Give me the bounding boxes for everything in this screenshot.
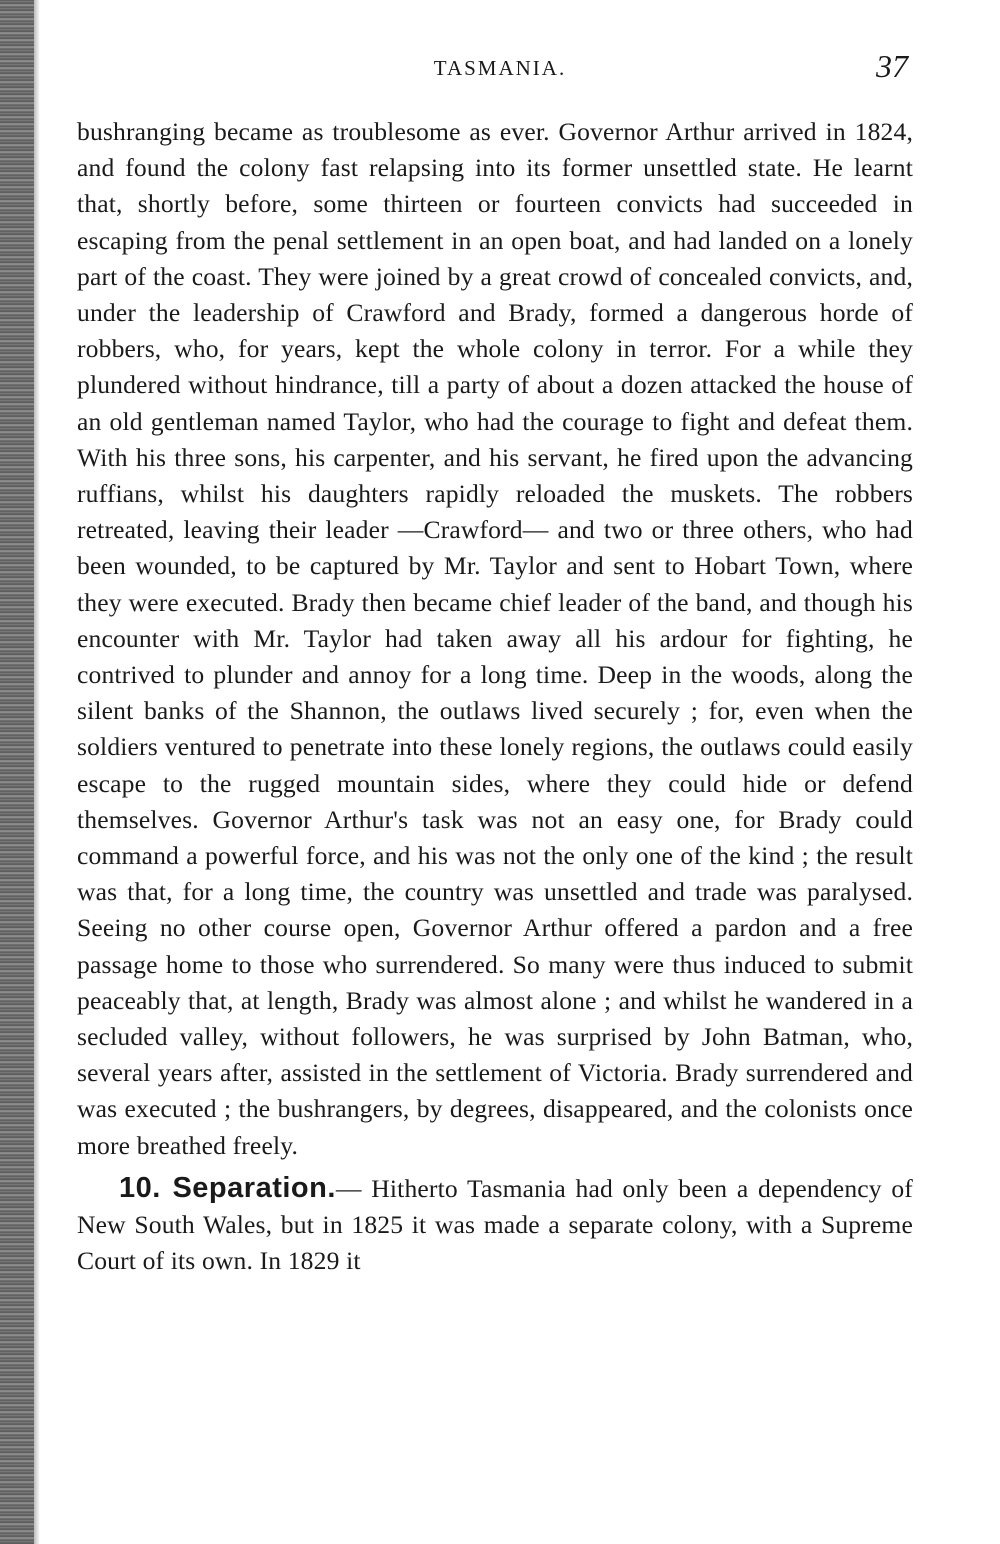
running-title: TASMANIA.: [433, 56, 567, 80]
paragraph-separation: [77, 1170, 913, 1280]
body-text: [77, 114, 913, 1280]
separation-text: — Hitherto Tasmania had only been a dependency of New South Wales, but in 1825 it was made a separate colony, with a Supreme Court of its own. In 1829 it: [77, 1173, 913, 1276]
book-binding-edge: [0, 0, 34, 1544]
page-number: 37: [876, 48, 908, 84]
running-head: [0, 48, 1000, 86]
section-heading: 10. Separation.: [119, 1171, 336, 1204]
paragraph-bushranging: bushranging became as troublesome as ever. Governor Arthur arrived in 1824, and found the colony fast relapsing into its former unsettled state. He learnt that, shortly before, some thirteen or fourteen convicts had succeeded in escaping from the penal settlement in an open boat, and had landed on a lonely part of the coast. They were joined by a great crowd of concealed convicts, and, under the leadership of Crawford and Brady, formed a dangerous horde of robbers, who, for years, kept the whole colony in terror. For a while they plundered without hindrance, till a party of about a dozen attacked the house of an old gentleman named Taylor, who had the courage to fight and defeat them. With his three sons, his carpenter, and his servant, he fired upon the advancing ruffians, whilst his daughters rapidly reloaded the muskets. The robbers retreated, leaving their leader —Crawford— and two or three others, who had been wounded, to be captured by Mr. Taylor and sent to Hobart Town, where they were executed. Brady then became chief leader of the band, and though his encounter with Mr. Taylor had taken away all his ardour for fighting, he contrived to plunder and annoy for a long time. Deep in the woods, along the silent banks of the Shannon, the outlaws lived securely ; for, even when the soldiers ventured to penetrate into these lonely regions, the outlaws could easily escape to the rugged mountain sides, where they could hide or defend themselves. Governor Arthur's task was not an easy one, for Brady could command a powerful force, and his was not the only one of the kind ; the result was that, for a long time, the country was unsettled and trade was paralysed. Seeing no other course open, Governor Arthur offered a pardon and a free passage home to those who surrendered. So many were thus induced to submit peaceably that, at length, Brady was almost alone ; and whilst he wandered in a secluded valley, without followers, he was surprised by John Batman, who, several years after, assisted in the settlement of Victoria. Brady surrendered and was executed ; the bushrangers, by degrees, disappeared, and the colonists once more breathed freely.: [77, 117, 913, 1160]
